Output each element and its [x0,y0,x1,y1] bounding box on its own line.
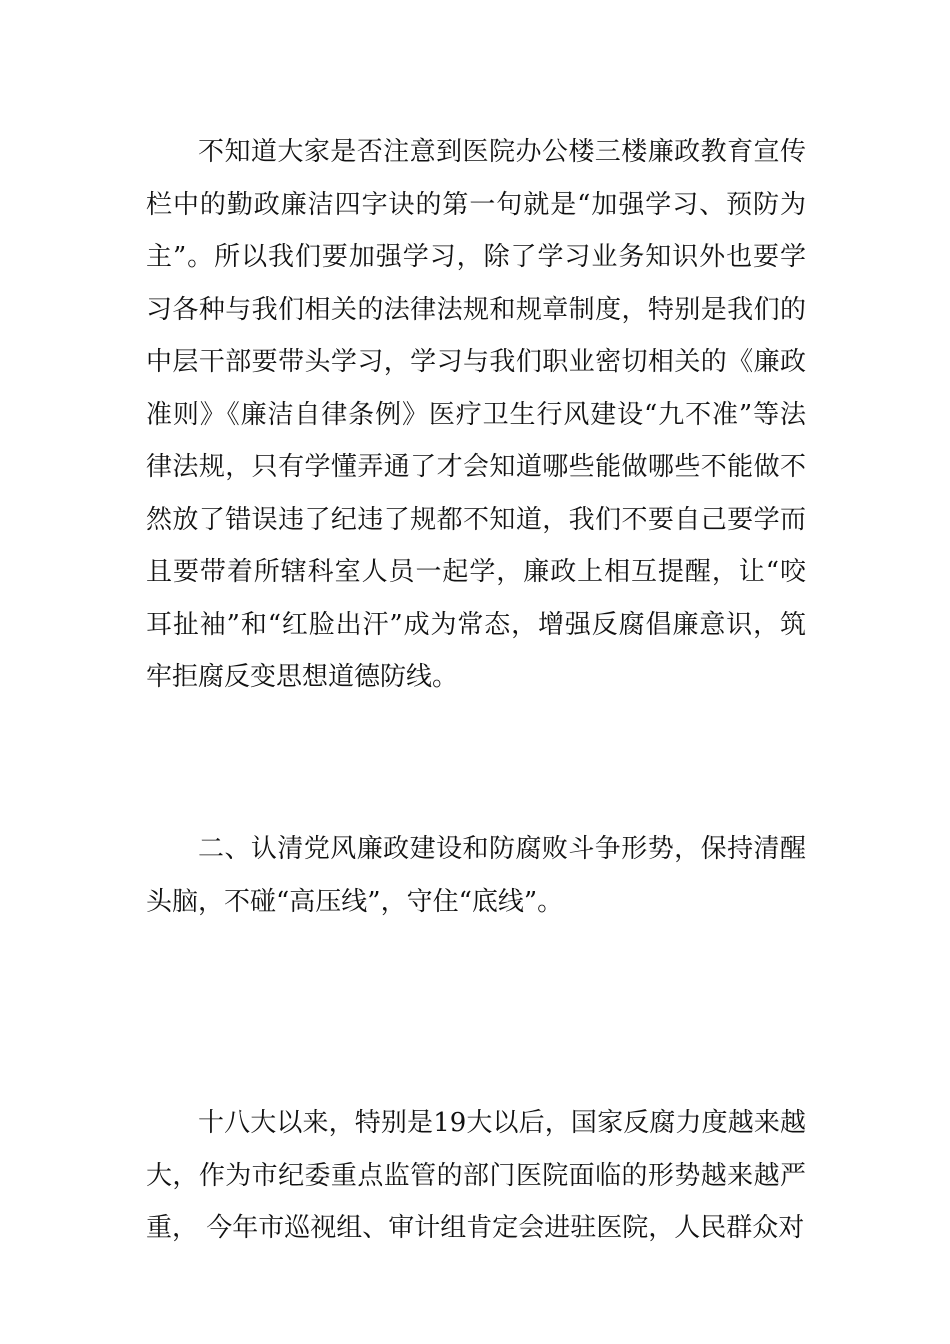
paragraph-study-discipline: 不知道大家是否注意到医院办公楼三楼廉政教育宣传栏中的勤政廉洁四字诀的第一句就是“加强学习、预防为主”。所以我们要加强学习，除了学习业务知识外也要学习各种与我们相关的法律法规和规章制度，特别是我们的中层干部要带头学习，学习与我们职业密切相关的《廉政准则》《廉洁自律条例》医疗卫生行风建设“九不准”等法律法规，只有学懂弄通了才会知道哪些能做哪些不能做不然放了错误违了纪违了规都不知道，我们不要自己要学而且要带着所辖科室人员一起学，廉政上相互提醒，让“咬耳扯袖”和“红脸出汗”成为常态，增强反腐倡廉意识，筑牢拒腐反变思想道德防线。 [146,137,806,692]
section-heading-two: 二、认清党风廉政建设和防腐败斗争形势，保持清醒头脑，不碰“高压线”，守住“底线”。 [146,834,806,917]
paragraph-anti-corruption-situation: 十八大以来，特别是19大以后，国家反腐力度越来越大，作为市纪委重点监管的部门医院面临的形势越来越严重， 今年市巡视组、审计组肯定会进驻医院，人民群众对 [146,1108,806,1243]
